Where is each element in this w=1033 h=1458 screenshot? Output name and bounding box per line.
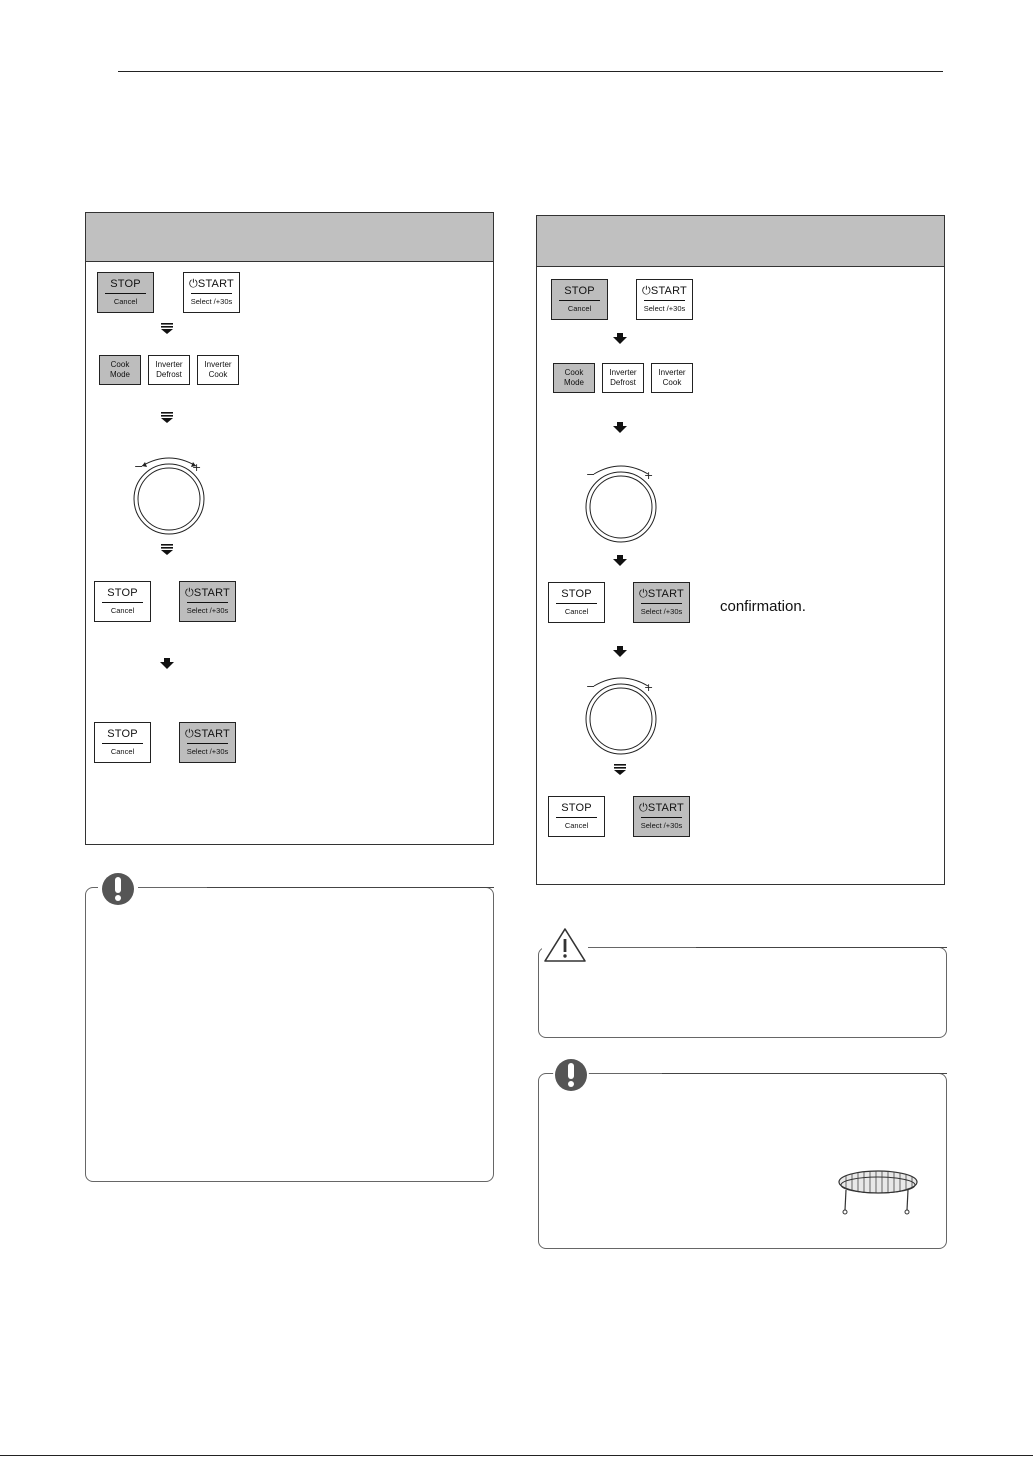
down-arrow-icon	[613, 646, 627, 657]
start-label: START	[193, 728, 230, 740]
left-panel-header	[86, 213, 493, 262]
select-label: Select /+30s	[640, 821, 683, 830]
footer-rule	[0, 1455, 1033, 1456]
double-down-arrow-icon	[160, 544, 174, 556]
select-label: Select /+30s	[643, 304, 686, 313]
power-icon: ⏻	[185, 728, 194, 740]
confirmation-text: confirmation.	[720, 598, 806, 615]
inverter-defrost-label-2: Defrost	[610, 378, 636, 387]
cancel-label: Cancel	[110, 606, 135, 615]
inverter-defrost-button[interactable]	[602, 363, 644, 393]
cancel-label: Cancel	[567, 304, 592, 313]
inverter-cook-label-1: Inverter	[204, 360, 232, 369]
down-arrow-icon	[613, 333, 627, 344]
stop-cancel-button[interactable]	[97, 272, 154, 313]
stop-label: STOP	[107, 587, 138, 599]
svg-text:−: −	[586, 468, 596, 481]
inverter-defrost-button[interactable]	[148, 355, 190, 385]
start-label: START	[193, 587, 230, 599]
left-note-box	[85, 887, 494, 1182]
control-dial-icon[interactable]	[580, 460, 662, 546]
cook-mode-label-1: Cook	[110, 360, 130, 369]
cook-mode-label-1: Cook	[564, 368, 584, 377]
down-arrow-icon	[613, 555, 627, 566]
power-icon: ⏻	[639, 802, 648, 814]
cancel-label: Cancel	[113, 297, 138, 306]
start-select-button[interactable]	[179, 581, 236, 622]
stop-label: STOP	[561, 802, 592, 814]
warning-triangle-icon	[542, 926, 588, 966]
select-label: Select /+30s	[190, 297, 233, 306]
cook-mode-button[interactable]	[553, 363, 595, 393]
cancel-label: Cancel	[564, 821, 589, 830]
left-note-header-rule	[207, 887, 494, 888]
power-icon: ⏻	[642, 285, 651, 297]
caution-box	[538, 947, 947, 1038]
down-arrow-icon	[613, 422, 627, 433]
inverter-cook-label-2: Cook	[208, 370, 228, 379]
start-select-button[interactable]	[179, 722, 236, 763]
control-dial-icon[interactable]	[128, 452, 210, 538]
stop-label: STOP	[564, 285, 595, 297]
start-select-button[interactable]	[633, 796, 690, 837]
exclamation-circle-icon	[98, 869, 138, 909]
stop-cancel-button[interactable]	[551, 279, 608, 320]
caution-header-rule	[696, 947, 947, 948]
start-label: START	[647, 802, 684, 814]
inverter-cook-label-1: Inverter	[658, 368, 686, 377]
grill-rack-icon	[836, 1168, 920, 1218]
start-select-button[interactable]	[183, 272, 240, 313]
inverter-defrost-label-1: Inverter	[155, 360, 183, 369]
cook-mode-button[interactable]	[99, 355, 141, 385]
control-dial-icon[interactable]	[580, 672, 662, 758]
inverter-cook-label-2: Cook	[662, 378, 682, 387]
power-icon: ⏻	[189, 278, 198, 290]
double-down-arrow-icon	[160, 323, 174, 335]
double-down-arrow-icon	[160, 412, 174, 424]
stop-label: STOP	[107, 728, 138, 740]
stop-cancel-button[interactable]	[548, 582, 605, 623]
svg-text:+: +	[192, 461, 202, 474]
inverter-defrost-label-1: Inverter	[609, 368, 637, 377]
start-select-button[interactable]	[633, 582, 690, 623]
right-panel-header	[537, 216, 944, 267]
stop-cancel-button[interactable]	[94, 722, 151, 763]
stop-cancel-button[interactable]	[94, 581, 151, 622]
start-label: START	[197, 278, 234, 290]
select-label: Select /+30s	[186, 747, 229, 756]
stop-label: STOP	[110, 278, 141, 290]
down-arrow-icon	[160, 658, 174, 669]
cancel-label: Cancel	[110, 747, 135, 756]
stop-label: STOP	[561, 588, 592, 600]
inverter-cook-button[interactable]	[651, 363, 693, 393]
inverter-cook-button[interactable]	[197, 355, 239, 385]
cook-mode-label-2: Mode	[109, 370, 130, 379]
svg-text:+: +	[644, 469, 654, 482]
inverter-defrost-label-2: Defrost	[156, 370, 182, 379]
start-label: START	[647, 588, 684, 600]
exclamation-circle-icon	[551, 1055, 591, 1095]
right-note-box	[538, 1073, 947, 1249]
svg-text:−: −	[586, 680, 596, 693]
power-icon: ⏻	[185, 587, 194, 599]
start-select-button[interactable]	[636, 279, 693, 320]
svg-text:−: −	[134, 460, 144, 473]
cancel-label: Cancel	[564, 607, 589, 616]
select-label: Select /+30s	[186, 606, 229, 615]
start-label: START	[650, 285, 687, 297]
cook-mode-label-2: Mode	[563, 378, 584, 387]
right-note-header-rule	[662, 1073, 947, 1074]
header-rule	[118, 71, 943, 72]
double-down-arrow-icon	[613, 764, 627, 776]
stop-cancel-button[interactable]	[548, 796, 605, 837]
select-label: Select /+30s	[640, 607, 683, 616]
svg-text:+: +	[644, 681, 654, 694]
power-icon: ⏻	[639, 588, 648, 600]
